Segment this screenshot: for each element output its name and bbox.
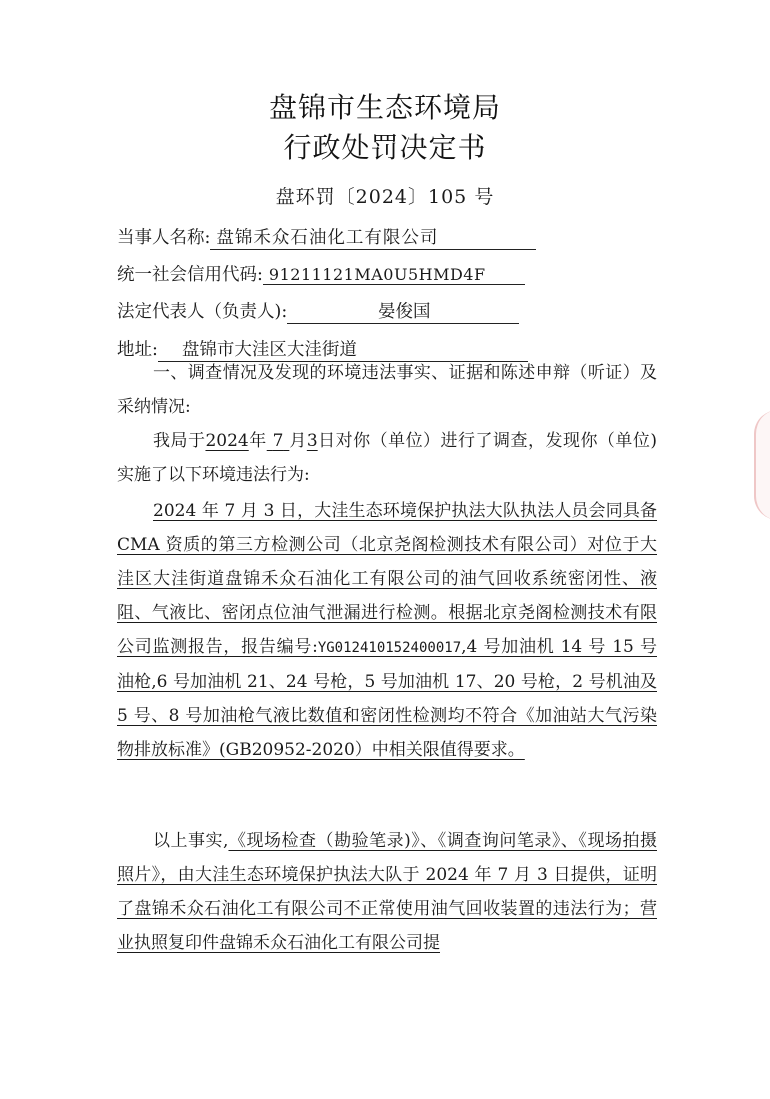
evidence-paragraph xyxy=(117,824,657,960)
month-unit: 月 xyxy=(289,431,307,451)
legal-representative-value: 晏俊国 xyxy=(287,298,519,324)
investigation-month: 7 xyxy=(272,431,284,451)
section-heading-investigation: 一、调查情况及发现的环境违法事实、证据和陈述申辩（听证）及采纳情况: xyxy=(117,363,657,417)
violation-facts-text-a: 2024 年 7 月 3 日，大洼生态环境保护执法大队执法人员会同具备 CMA 资质的第三方检测公司（北京尧阁检测技术有限公司）对位于大洼区大洼街道盘锦禾众石油化工有限公司的油气回收系统密闭性、液阻、气液比、密闭点位油气泄漏进行检测。根据北京尧阁检测技术有限公司监测报告，报告编号: xyxy=(117,501,657,657)
seal-stamp-edge xyxy=(754,410,770,520)
investigation-year: 2024 xyxy=(205,431,249,451)
evidence-prefix: 以上事实, xyxy=(153,831,229,851)
party-name-label: 当事人名称: xyxy=(117,228,211,248)
violation-facts-paragraph xyxy=(117,494,657,767)
party-name-field xyxy=(117,224,536,250)
report-code: YG012410152400017 xyxy=(317,640,462,656)
agency-title: 盘锦市生态环境局 xyxy=(268,91,501,124)
investigation-day: 3 xyxy=(306,431,318,451)
legal-representative-label: 法定代表人（负责人): xyxy=(117,302,288,322)
address-label: 地址: xyxy=(117,340,158,360)
credit-code-label: 统一社会信用代码: xyxy=(117,265,263,285)
credit-code-field xyxy=(117,261,525,286)
year-unit: 年 xyxy=(248,431,267,451)
party-name-value: 盘锦禾众石油化工有限公司 xyxy=(210,224,536,250)
investigation-date-paragraph xyxy=(117,424,657,492)
violation-facts-text-b: ,4 号加油机 14 号 15 号油枪,6 号加油机 21、24 号枪，5 号加油机 17、20 号枪，2 号机油及 5 号、8 号加油枪气液比数值和密闭性检测均不符合《加油站大气污染物排放标准》(GB20952-2020）中相关限值得要求。 xyxy=(117,637,657,760)
credit-code-value: 91211121MA0U5HMD4F xyxy=(263,265,525,285)
document-type-title: 行政处罚决定书 xyxy=(283,131,487,164)
p2-suffix: 日对你（单位）进行了调查，发现你（单位)实施了以下环境违法行为: xyxy=(117,431,658,485)
document-number: 盘环罚〔2024〕105 号 xyxy=(275,186,495,208)
p2-prefix: 我局于 xyxy=(153,431,206,451)
legal-representative-field xyxy=(117,298,519,324)
address-value: 盘锦市大洼区大洼街道 xyxy=(158,336,528,362)
evidence-list: 《现场检查（勘验笔录)》、《调查询问笔录》、《现场拍摄照片》，由大洼生态环境保护执法大队于 2024 年 7 月 3 日提供，证明了盘锦禾众石油化工有限公司不正常使用油气回收装置的违法行为；营业执照复印件盘锦禾众石油化工有限公司提 xyxy=(117,831,657,953)
